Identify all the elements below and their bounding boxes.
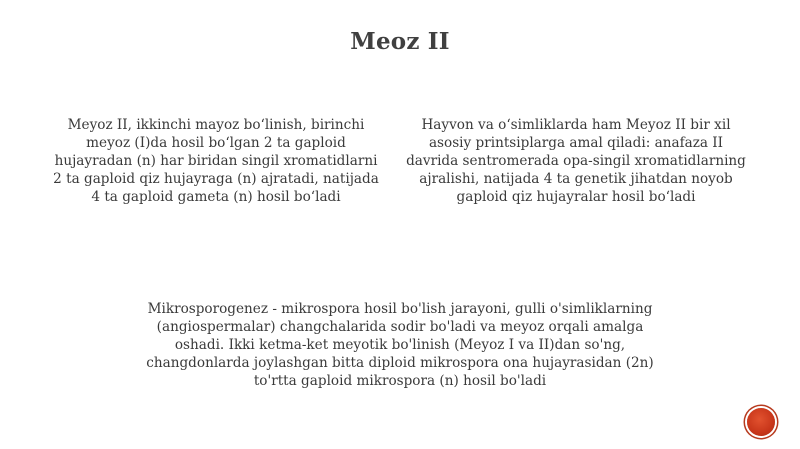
paragraph-bottom: Mikrosporogenez - mikrospora hosil bo'lish jarayoni, gulli o'simliklarning (angiospermalar) changchalarida sodir bo'ladi va meyoz orqali amalga oshadi. Ikki ketma-ket meyotik bo'linish (Meyoz I va II)dan so'ng, changdonlarda joylashgan bitta diploid mikrospora ona hujayrasidan (2n) to'rtta gaploid mikrospora (n) hosil bo'ladi (146, 301, 654, 389)
red-circle-button-icon[interactable] (747, 408, 775, 436)
paragraph-right: Hayvon va o‘simliklarda ham Meyoz II bir xil asosiy printsiplarga amal qiladi: anafaza II davrida sentromerada opa-singil xromatidlarning ajralishi, natijada 4 ta genetik jihatdan noyob gaploid qiz hujayralar hosil bo‘ladi (406, 117, 746, 205)
slide-title: Meoz II (350, 28, 450, 55)
paragraph-left: Meyoz II, ikkinchi mayoz bo‘linish, birinchi meyoz (I)da hosil bo‘lgan 2 ta gaploid hujayradan (n) har biridan singil xromatidlarni 2 ta gaploid qiz hujayraga (n) ajratadi, natijada 4 ta gaploid gameta (n) hosil bo‘ladi (53, 117, 379, 205)
